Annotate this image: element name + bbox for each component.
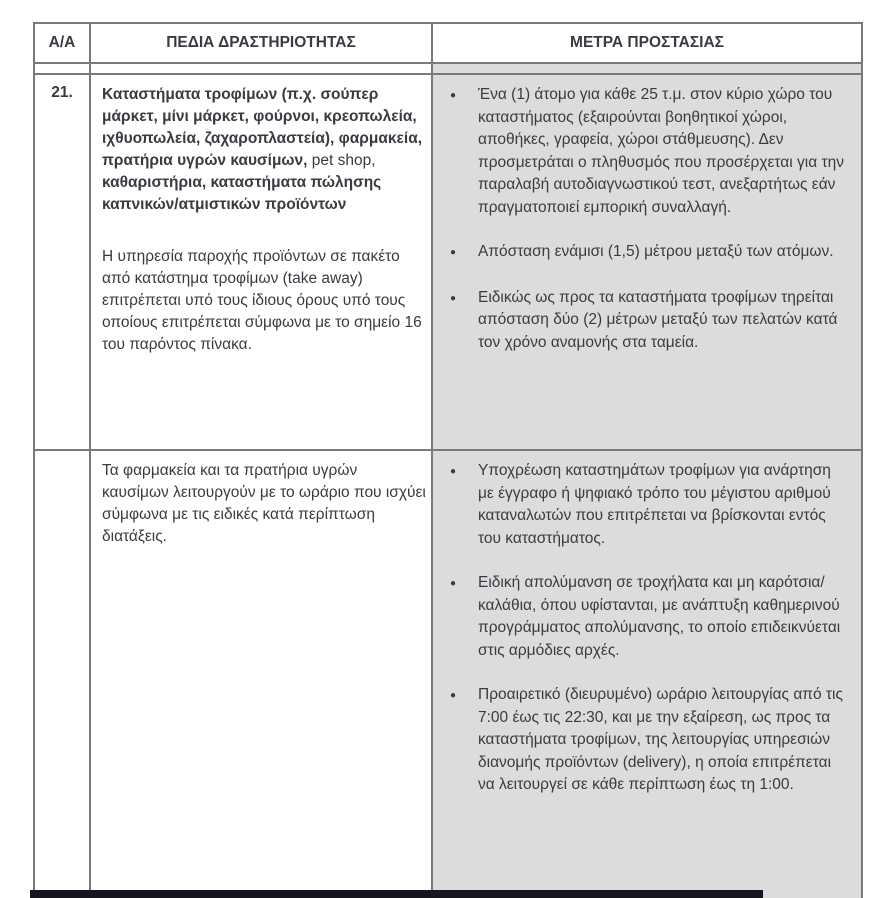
header-cell-measures <box>433 24 861 64</box>
fields-bold-tail: καθαριστήρια, καταστήματα πώλησης καπνικών/ατμιστικών προϊόντων <box>102 174 382 213</box>
measure-text: Προαιρετικό (διευρυμένο) ωράριο λειτουργίας από τις 7:00 έως τις 22:30, και με την εξαίρεση, ως προς τα καταστήματα τροφίμων, της λειτουργίας υπηρεσιών διανομής προϊόντων (delivery), η οποία επιτρέπεται να λειτουργεί σε κάθε περίπτωση έως τη 1:00. <box>478 686 843 793</box>
bullet-icon: ● <box>450 690 457 701</box>
row-number-cell-empty <box>35 451 91 898</box>
measure-text: Απόσταση ενάμισι (1,5) μέτρου μεταξύ των ατόμων. <box>478 243 834 260</box>
header-cell-aa <box>35 24 91 64</box>
fields-paragraph-shops <box>102 84 426 216</box>
header-label-measures: ΜΕΤΡΑ ΠΡΟΣΤΑΣΙΑΣ <box>570 34 724 51</box>
bullet-icon: ● <box>450 247 457 258</box>
measure-item <box>450 460 849 550</box>
fields-paragraph-takeaway: Η υπηρεσία παροχής προϊόντων σε πακέτο από κατάστημα τροφίμων (take away) επιτρέπεται υπό τους ίδιους όρους υπό τους οποίους επιτρέπεται σύμφωνα με το σημείο 16 του παρόντος πίνακα. <box>102 248 422 353</box>
bottom-dark-bar <box>30 890 763 898</box>
row-number: 21. <box>51 84 73 101</box>
measure-text: Ειδική απολύμανση σε τροχήλατα και μη καρότσια/καλάθια, όπου υφίστανται, με ανάπτυξη καθημερινού προγράμματος απολύμανσης, το οποίο επιδεικνύεται στις αρμόδιες αρχές. <box>478 574 841 659</box>
measures-cell-row2 <box>433 451 861 898</box>
fields-bold-lead: Καταστήματα τροφίμων (π.χ. σούπερ μάρκετ, μίνι μάρκετ, φούρνοι, κρεοπωλεία, ιχθυοπωλεία, ζαχαροπλαστεία), φαρμακεία, πρατήρια υγρών καυσίμων, <box>102 86 423 169</box>
spacer-cell-aa <box>35 64 91 75</box>
protection-measures-table <box>33 22 863 898</box>
fields-cell-row1 <box>91 75 433 451</box>
bullet-icon: ● <box>450 466 457 477</box>
measure-item <box>450 84 849 219</box>
row-number-cell <box>35 75 91 451</box>
fields-cell-row2 <box>91 451 433 898</box>
measures-cell-row1 <box>433 75 861 451</box>
header-label-fields: ΠΕΔΙΑ ΔΡΑΣΤΗΡΙΟΤΗΤΑΣ <box>166 34 356 51</box>
spacer-cell-fields <box>91 64 433 75</box>
measure-item <box>450 684 849 797</box>
header-cell-fields <box>91 24 433 64</box>
bullet-icon: ● <box>450 90 457 101</box>
fields-paragraph-pharmacies: Τα φαρμακεία και τα πρατήρια υγρών καυσίμων λειτουργούν με το ωράριο που ισχύει σύμφωνα με τις ειδικές κατά περίπτωση διατάξεις. <box>102 462 426 545</box>
header-label-aa: Α/Α <box>48 34 76 51</box>
measure-item <box>450 287 849 355</box>
measure-text: Ένα (1) άτομο για κάθε 25 τ.μ. στον κύριο χώρο του καταστήματος (εξαιρούνται βοηθητικοί χώροι, αποθήκες, γραφεία, χώροι στάθμευσης). Δεν προσμετράται ο πληθυσμός που προσέρχεται για την παραλαβή αυτοδιαγνωστικού τεστ, ανεξαρτήτως εάν πραγματοποιεί εμπορική συναλλαγή. <box>478 86 844 216</box>
measure-text: Υποχρέωση καταστημάτων τροφίμων για ανάρτηση με έγγραφο ή ψηφιακό τρόπο του μέγιστου αριθμού καταναλωτών που επιτρέπεται να βρίσκονται εντός του καταστήματος. <box>478 462 831 547</box>
fields-regular-petshop: pet shop, <box>311 152 376 169</box>
spacer-cell-measures <box>433 64 861 75</box>
measure-item <box>450 572 849 662</box>
bullet-icon: ● <box>450 292 457 304</box>
measure-text: Ειδικώς ως προς τα καταστήματα τροφίμων τηρείται απόσταση δύο (2) μέτρων μεταξύ των πελατών κατά τον χρόνο αναμονής στα ταμεία. <box>478 288 838 351</box>
bullet-icon: ● <box>450 578 457 589</box>
measure-item <box>450 241 849 265</box>
